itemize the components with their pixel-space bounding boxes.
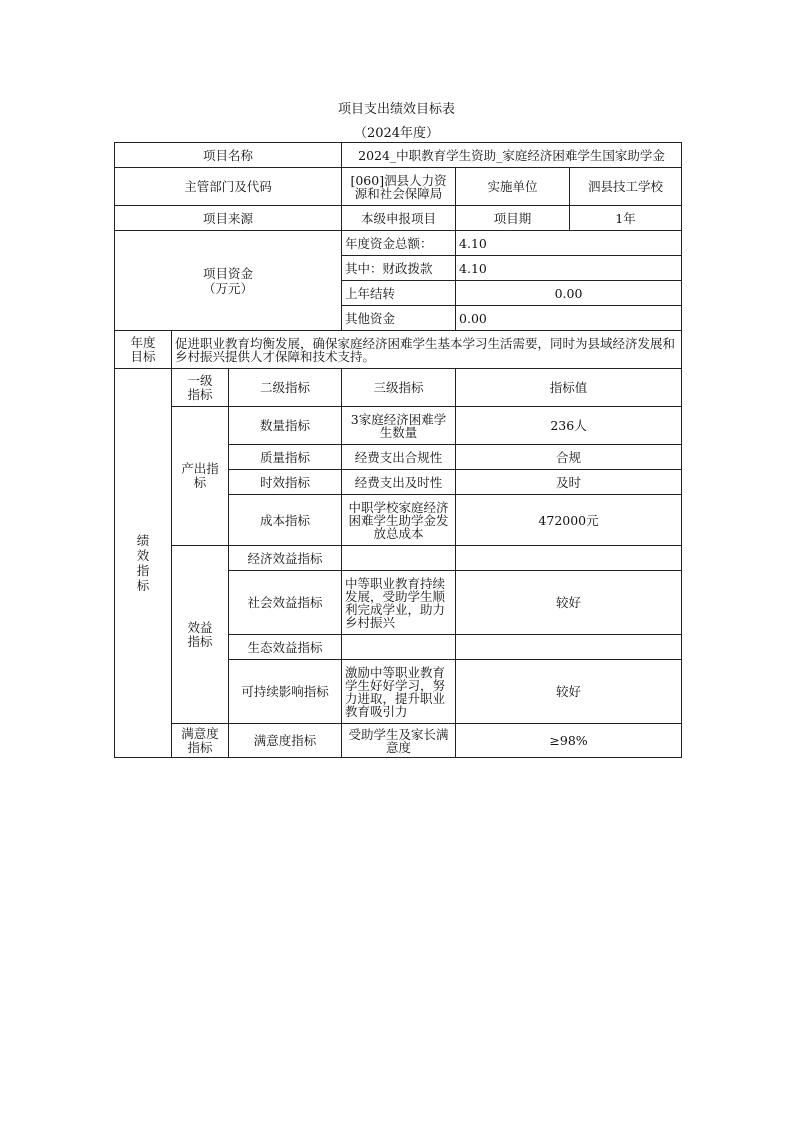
implementing-unit-value: 泗县技工学校 [570,168,682,206]
header-level2: 二级指标 [229,369,342,407]
output-indicators-label: 产出指标 [172,407,229,546]
indicator-level2: 数量指标 [229,407,342,445]
indicator-value: 合规 [456,445,682,470]
indicator-value [456,635,682,660]
indicator-level2: 可持续影响指标 [229,660,342,724]
annual-goal-label: 年度目标 [115,331,172,369]
funds-row-value: 4.10 [456,231,682,256]
indicator-value: ≥98% [456,724,682,758]
document-title: 项目支出绩效目标表 [337,102,455,117]
indicator-value: 较好 [456,660,682,724]
indicator-level3: 3家庭经济困难学生数量 [342,407,456,445]
row-annual-goal [115,331,682,369]
indicator-value: 较好 [456,571,682,635]
indicator-value: 及时 [456,470,682,495]
project-funds-label: 项目资金（万元） [115,231,342,331]
indicator-level2: 满意度指标 [229,724,342,758]
project-period-value: 1年 [570,206,682,231]
project-name-label: 项目名称 [115,143,342,168]
indicator-level2: 成本指标 [229,495,342,546]
indicator-level3: 经费支出及时性 [342,470,456,495]
indicator-level3 [342,635,456,660]
indicator-level3: 激励中等职业教育学生好好学习，努力进取，提升职业教育吸引力 [342,660,456,724]
funds-row-value: 0.00 [456,281,682,306]
indicator-value [456,546,682,571]
project-period-label: 项目期 [456,206,570,231]
indicator-row [115,546,682,571]
satisfaction-indicators-label: 满意度指标 [172,724,229,758]
funds-row-label: 上年结转 [342,281,456,306]
indicator-level2: 社会效益指标 [229,571,342,635]
row-department [115,168,682,206]
indicator-level2: 经济效益指标 [229,546,342,571]
row-source [115,206,682,231]
funds-row-label: 年度资金总额： [342,231,456,256]
indicator-row [115,724,682,758]
row-project-name [115,143,682,168]
indicator-row [115,407,682,445]
indicator-level2: 时效指标 [229,470,342,495]
project-source-label: 项目来源 [115,206,342,231]
funds-row-value: 4.10 [456,256,682,281]
funds-row-label: 其中：财政拨款 [342,256,456,281]
header-level3: 三级指标 [342,369,456,407]
department-value: [060]泗县人力资源和社会保障局 [342,168,456,206]
funds-row-value: 0.00 [456,306,682,331]
department-label: 主管部门及代码 [115,168,342,206]
header-value: 指标值 [456,369,682,407]
indicator-level3 [342,546,456,571]
performance-target-table [114,142,682,758]
project-name-value: 2024_中职教育学生资助_家庭经济困难学生国家助学金 [342,143,682,168]
benefit-indicators-label: 效益指标 [172,546,229,724]
indicator-level3: 中职学校家庭经济困难学生助学金发放总成本 [342,495,456,546]
funds-row-label: 其他资金 [342,306,456,331]
indicator-level3: 中等职业教育持续发展，受助学生顺利完成学业，助力乡村振兴 [342,571,456,635]
performance-indicators-label: 绩效指标 [115,369,172,758]
indicator-level3: 受助学生及家长满意度 [342,724,456,758]
indicator-level2: 质量指标 [229,445,342,470]
row-funds-total [115,231,682,256]
header-level1: 一级指标 [172,369,229,407]
indicator-value: 472000元 [456,495,682,546]
annual-goal-text: 促进职业教育均衡发展，确保家庭经济困难学生基本学习生活需要，同时为县域经济发展和乡村振兴提供人才保障和技术支持。 [172,331,682,369]
document-year: （2024年度） [353,126,440,141]
project-source-value: 本级申报项目 [342,206,456,231]
indicators-header-row [115,369,682,407]
indicator-level2: 生态效益指标 [229,635,342,660]
implementing-unit-label: 实施单位 [456,168,570,206]
indicator-level3: 经费支出合规性 [342,445,456,470]
indicator-value: 236人 [456,407,682,445]
